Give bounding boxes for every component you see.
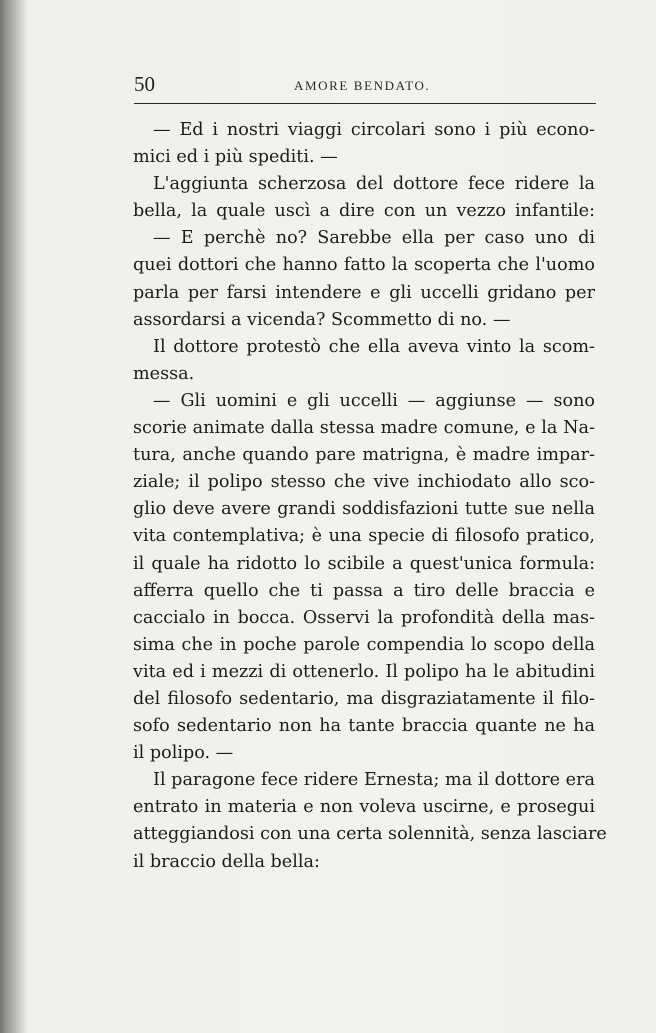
text-line: messa. xyxy=(133,363,195,384)
text-line: del filosofo sedentario, ma disgraziatamente il filo- xyxy=(133,688,595,709)
text-line: il polipo. — xyxy=(133,743,234,764)
text-line: vita ed i mezzi di ottenerlo. Il polipo ha le abitudini xyxy=(133,661,595,682)
text-line: vita contemplativa; è una specie di filosofo pratico, xyxy=(133,526,595,547)
page-number: 50 xyxy=(134,72,155,96)
header-rule xyxy=(134,103,596,104)
text-line: scorie animate dalla stessa madre comune, e la Na- xyxy=(133,418,595,439)
text-line: sima che in poche parole compendia lo scopo della xyxy=(133,634,595,655)
text-line: assordarsi a vicenda? Scommetto di no. — xyxy=(133,309,511,330)
text-line: Il paragone fece ridere Ernesta; ma il dottore era xyxy=(153,770,595,791)
text-line: Il dottore protestò che ella aveva vinto la scom- xyxy=(153,336,595,357)
text-line: — Ed i nostri viaggi circolari sono i più econo- xyxy=(153,120,595,140)
page-header xyxy=(134,70,596,100)
text-line: ziale; il polipo stesso che vive inchiodato allo sco- xyxy=(133,472,595,493)
text-line: tura, anche quando pare matrigna, è madre impar- xyxy=(133,445,595,466)
text-line: — E perchè no? Sarebbe ella per caso uno di xyxy=(153,228,595,249)
body-text xyxy=(133,117,607,876)
binding-shadow xyxy=(0,0,28,1033)
text-line: caccialo in bocca. Osservi la profondità della mas- xyxy=(133,607,595,628)
text-line: mici ed i più spediti. — xyxy=(133,147,338,168)
text-line: afferra quello che ti passa a tiro delle braccia e xyxy=(133,580,595,601)
text-line: parla per farsi intendere e gli uccelli gridano per xyxy=(133,282,595,303)
text-line: sofo sedentario non ha tante braccia quante ne ha xyxy=(133,716,595,737)
text-line: entrato in materia e non voleva uscirne, e prosegui xyxy=(133,797,595,818)
text-line: — Gli uomini e gli uccelli — aggiunse — sono xyxy=(153,390,595,411)
running-title: AMORE BENDATO. xyxy=(294,78,431,93)
text-line: L'aggiunta scherzosa del dottore fece ridere la xyxy=(153,174,595,195)
text-line: bella, la quale uscì a dire con un vezzo infantile: xyxy=(133,201,595,222)
text-line: atteggiandosi con una certa solennità, senza lasciare xyxy=(133,824,607,845)
text-line: quei dottori che hanno fatto la scoperta che l'uomo xyxy=(133,255,595,276)
text-line: il quale ha ridotto lo scibile a quest'unica formula: xyxy=(133,553,595,574)
text-line: glio deve avere grandi soddisfazioni tutte sue nella xyxy=(133,499,595,520)
text-line: il braccio della bella: xyxy=(133,851,320,872)
